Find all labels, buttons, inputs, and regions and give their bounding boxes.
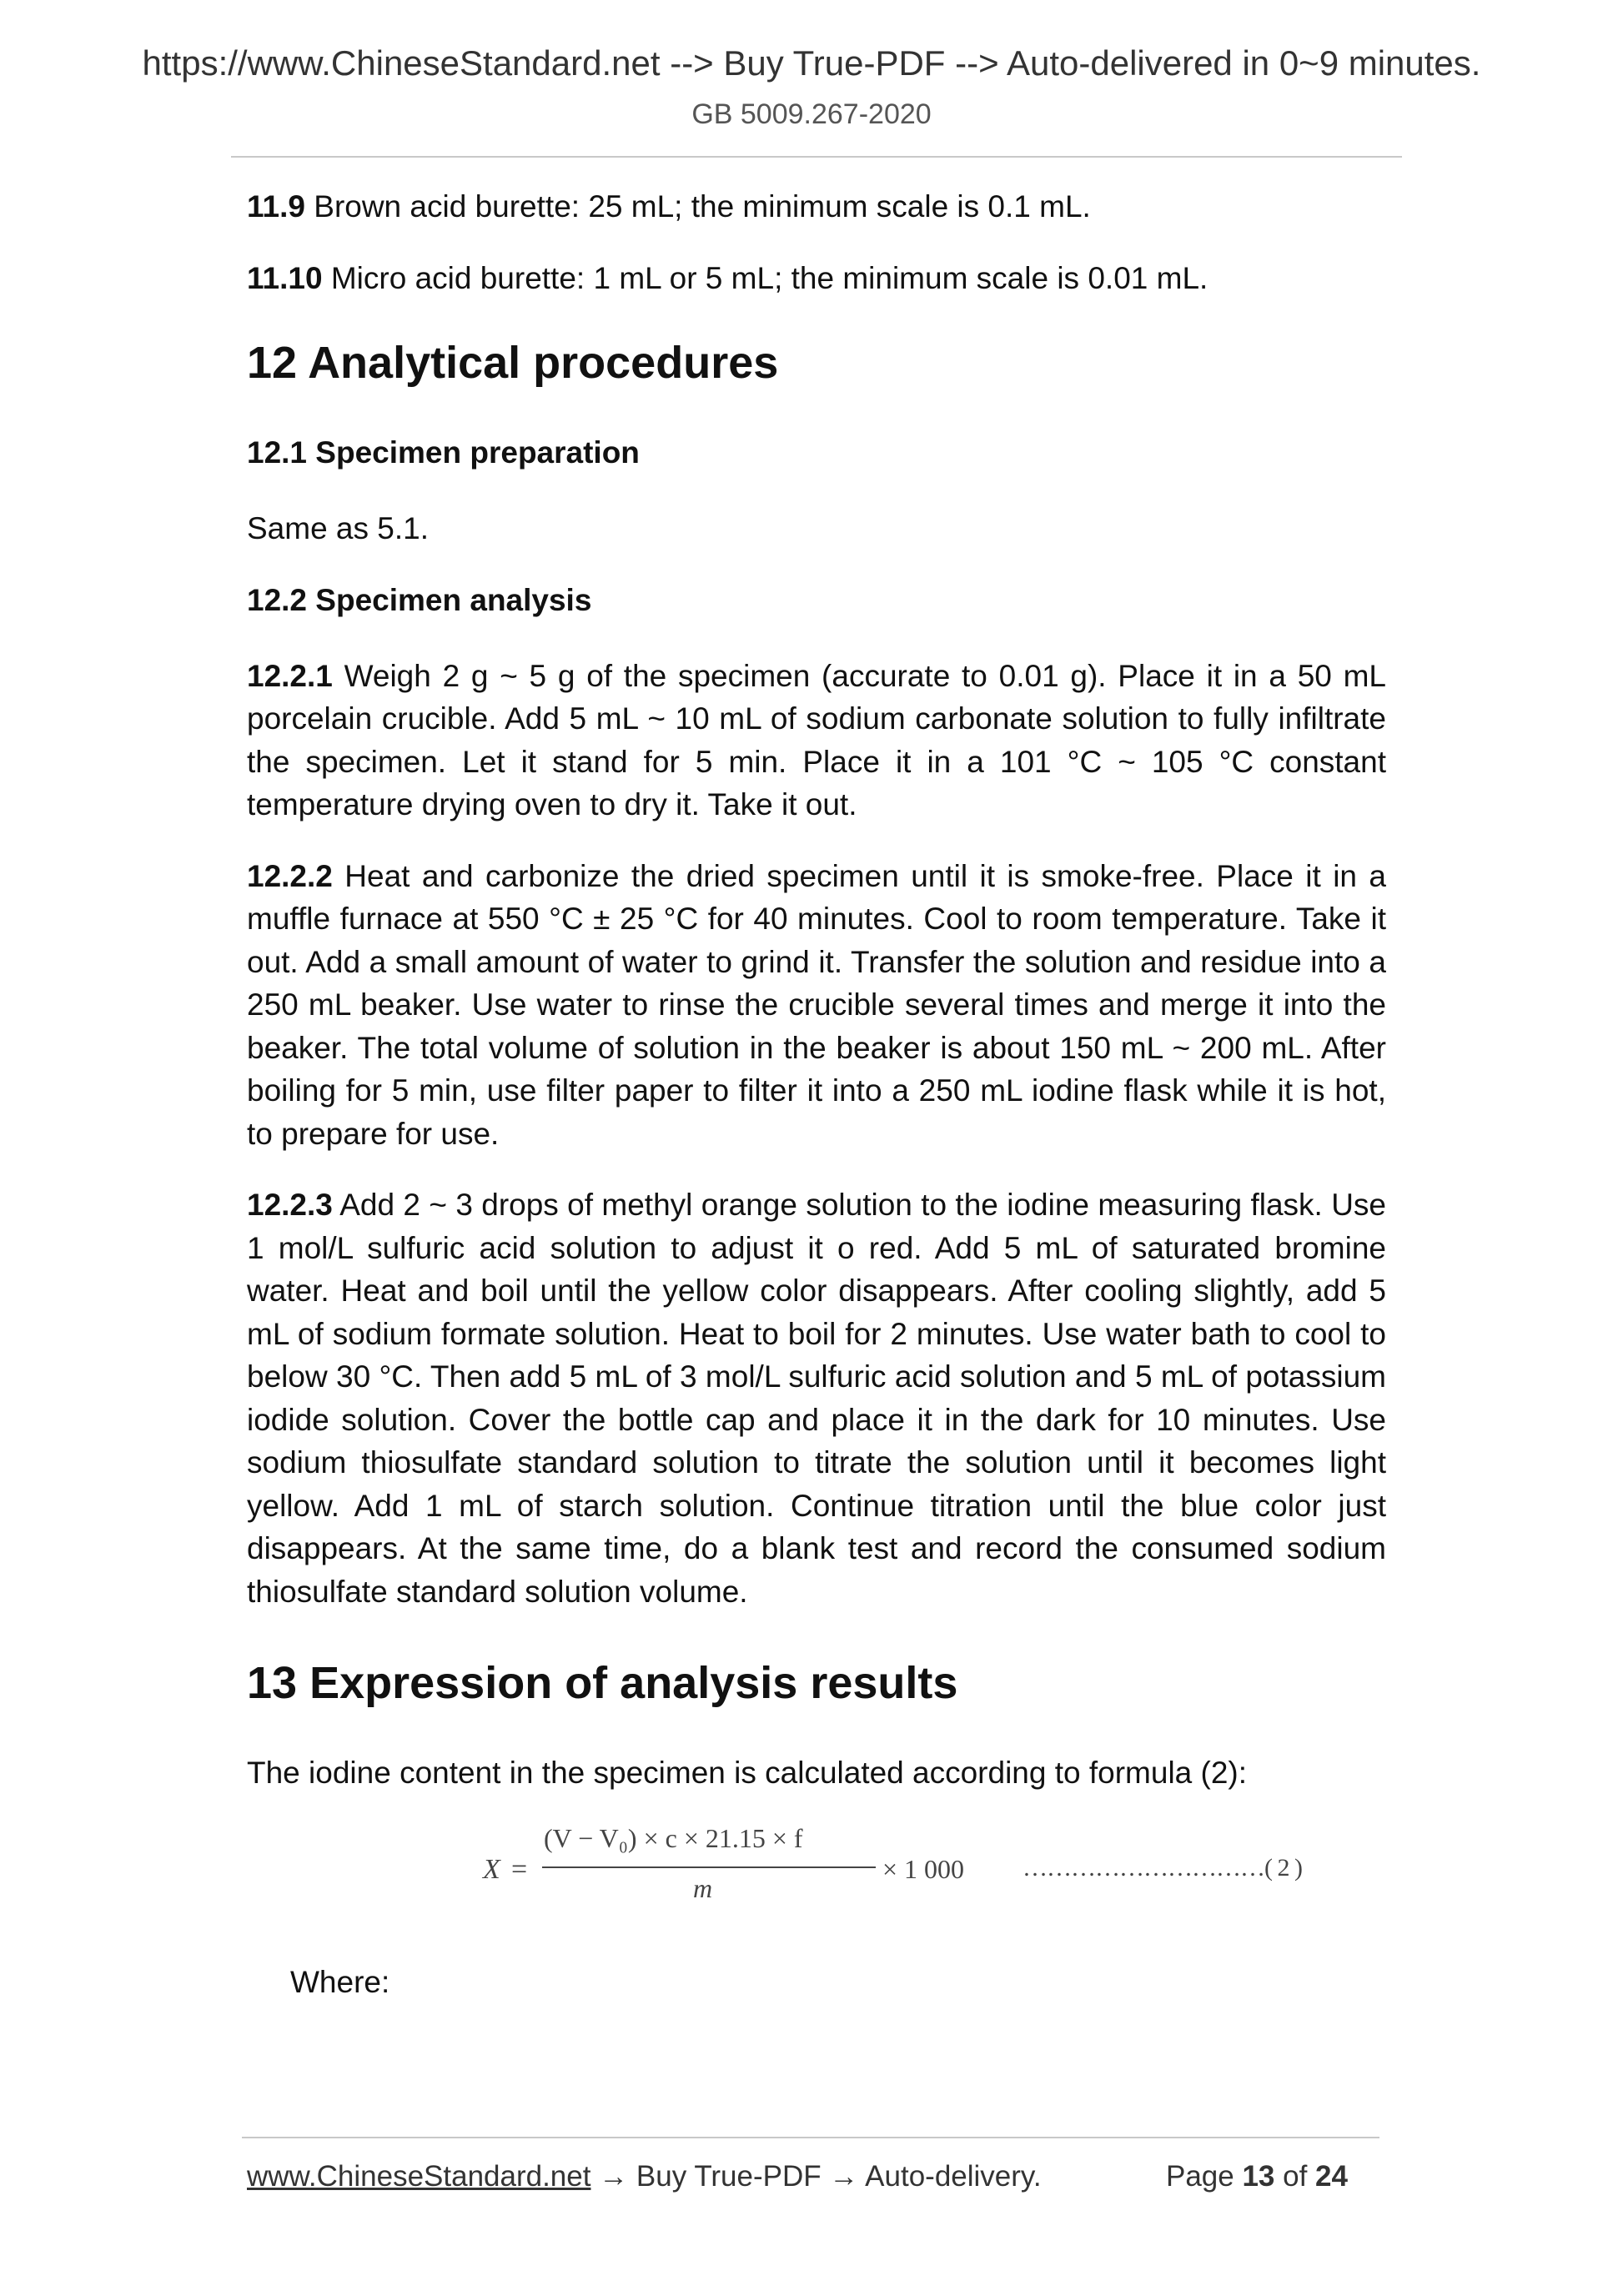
clause-number: 12.2.3 [247,1188,333,1222]
section-13-heading: 13 Expression of analysis results [247,1658,958,1708]
subsection-12-1-heading: 12.1 Specimen preparation [247,435,640,470]
clause-text: Weigh 2 g ~ 5 g of the specimen (accurate to 0.01 g). Place it in a 50 mL porcelain crucible. Add 5 mL ~ 10 mL of sodium carbonate solution to fully infiltrate the specimen. Let it stand for 5 min. Place it in a 101 °C ~ 105 °C constant temperature drying oven to dry it. Take it out. [247,658,1386,821]
subsection-12-1-text: Same as 5.1. [247,511,430,545]
clause-number: 11.9 [247,189,305,224]
formula-equals: = [511,1853,528,1885]
subsection-12-2-heading: 12.2 Specimen analysis [247,582,592,617]
clause-12-2-1 [247,655,1386,826]
clause-text: Brown acid burette: 25 mL; the minimum scale is 0.1 mL. [304,189,1091,224]
clause-text: Add 2 ~ 3 drops of methyl orange solution to the iodine measuring flask. Use 1 mol/L sulfuric acid solution to adjust it o red. Add 5 mL of saturated bromine water. Heat and boil until the yellow color disappears. After cooling slightly, add 5 mL of sodium formate solution. Heat to boil for 2 minutes. Use water bath to cool to below 30 °C. Then add 5 mL of 3 mol/L sulfuric acid solution and 5 mL of potassium iodide solution. Cover the bottle cap and place it in the dark for 10 minutes. Use sodium thiosulfate standard solution to titrate the solution until it becomes light yellow. Add 1 mL of starch solution. Continue titration until the blue color just disappears. At the same time, do a blank test and record the consumed sodium thiosulfate standard solution volume. [247,1188,1386,1609]
footer-left [247,2160,1042,2193]
formula-multiplier: × 1 000 [882,1853,965,1884]
formula-numerator: (V − V₀) × c × 21.15 × f [544,1822,803,1853]
header-divider [231,156,1402,158]
footer-divider [242,2137,1379,2138]
clause-11-9 [247,185,1386,229]
clause-number: 12.2.1 [247,658,333,693]
formula-lhs: X [483,1853,500,1885]
page-number: 13 [1242,2160,1275,2193]
footer-delivery-text: → Buy True-PDF → Auto-delivery. [590,2160,1042,2193]
clause-number: 11.10 [247,260,323,295]
where-label: Where: [290,1964,390,1999]
clause-12-2-2 [247,855,1386,1156]
page-indicator [1166,2160,1348,2193]
formula-label-line [1023,1854,1302,1882]
page-label: Page [1166,2160,1243,2193]
standard-code: GB 5009.267-2020 [691,98,932,130]
formula-denominator: m [693,1872,713,1903]
formula-intro: The iodine content in the specimen is calculated according to formula (2): [247,1756,1248,1790]
formula-2 [247,1823,1386,1915]
of-label: of [1274,2160,1316,2193]
clause-text: Micro acid burette: 1 mL or 5 mL; the minimum scale is 0.01 mL. [322,260,1208,295]
clause-text: Heat and carbonize the dried specimen until it is smoke-free. Place it in a muffle furnace at 550 °C ± 25 °C for 40 minutes. Cool to room temperature. Take it out. Add a small amount of water to grind it. Transfer the solution and residue into a 250 mL beaker. Use water to rinse the crucible several times and merge it into the beaker. The total volume of solution in the beaker is about 150 mL ~ 200 mL. After boiling for 5 min, use filter paper to filter it into a 250 mL iodine flask while it is hot, to prepare for use. [247,858,1386,1151]
formula-number: ( 2 ) [1264,1853,1302,1882]
header-url-line: https://www.ChineseStandard.net --> Buy True-PDF --> Auto-delivered in 0~9 minutes. [142,43,1481,83]
fraction-bar [542,1866,876,1868]
website-link[interactable]: www.ChineseStandard.net [247,2160,591,2193]
formula-dots: ………………………… [1023,1853,1264,1882]
clause-number: 12.2.2 [247,858,333,893]
page-total: 24 [1315,2160,1348,2193]
section-12-heading: 12 Analytical procedures [247,338,779,388]
clause-12-2-3 [247,1183,1386,1613]
clause-11-10 [247,257,1386,300]
page-content [247,185,1386,2000]
